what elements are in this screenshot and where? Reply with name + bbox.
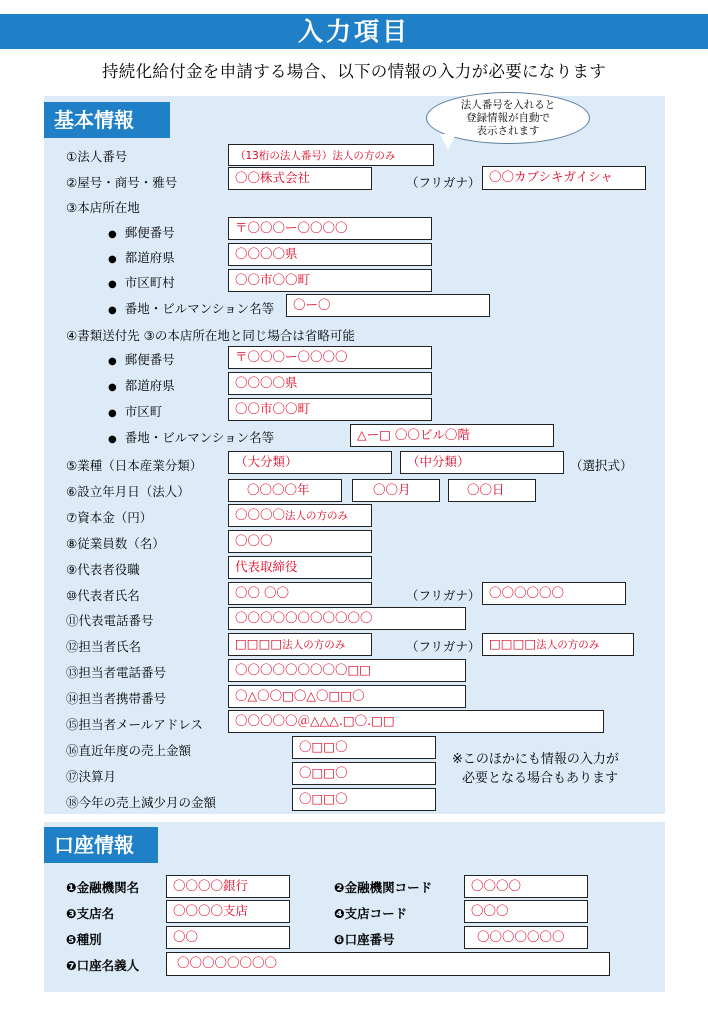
branch-code-field[interactable]: 〇〇〇 xyxy=(464,900,588,923)
page-subtitle: 持続化給付金を申請する場合、以下の情報の入力が必要になります xyxy=(102,62,606,81)
head-office-postal-field[interactable]: 〒〇〇〇ー〇〇〇〇 xyxy=(228,217,432,240)
head-office-prefecture-field[interactable]: 〇〇〇〇県 xyxy=(228,243,432,266)
contact-phone-label: ⑬担当者電話番号 xyxy=(66,665,167,680)
established-day-field[interactable]: 〇〇日 xyxy=(448,479,536,502)
branch-code-label: ❹支店コード xyxy=(334,906,408,921)
employees-field[interactable]: 〇〇〇 xyxy=(228,530,372,553)
contact-name-kana-label: （フリガナ） xyxy=(406,639,481,654)
last-sales-field[interactable]: 〇□□〇 xyxy=(292,736,436,759)
branch-name-field[interactable]: 〇〇〇〇支店 xyxy=(166,900,290,923)
decline-sales-label: ⑱今年の売上減少月の金額 xyxy=(66,795,217,810)
industry-major-select[interactable]: （大分類） xyxy=(228,451,392,474)
corp-number-label: ①法人番号 xyxy=(66,149,128,164)
contact-name-kana-field[interactable]: □□□□法人の方のみ xyxy=(482,633,634,656)
industry-label: ⑤業種（日本産業分類） xyxy=(66,458,203,473)
capital-label: ⑦資本金（円） xyxy=(66,510,153,525)
mailing-postal-field[interactable]: 〒〇〇〇ー〇〇〇〇 xyxy=(228,346,432,369)
head-office-street-label: ● 番地・ビルマンション名等 xyxy=(108,301,275,316)
mailing-city-field[interactable]: 〇〇市〇〇町 xyxy=(228,398,432,421)
info-note-line-2: 必要となる場合もあります xyxy=(462,771,619,786)
trade-name-kana-label: （フリガナ） xyxy=(406,175,481,190)
employees-label: ⑧従業員数（名） xyxy=(66,536,165,551)
basic-info-tab: 基本情報 xyxy=(44,102,170,138)
mailing-postal-label: ● 郵便番号 xyxy=(108,352,175,367)
branch-name-label: ❸支店名 xyxy=(66,906,115,921)
industry-note: （選択式） xyxy=(570,458,633,473)
account-holder-field[interactable]: 〇〇〇〇〇〇〇〇 xyxy=(166,952,610,976)
rep-title-label: ⑨代表者役職 xyxy=(66,562,140,577)
mailing-street-field[interactable]: △ー□ 〇〇ビル〇階 xyxy=(350,424,554,447)
established-year-field[interactable]: 〇〇〇〇年 xyxy=(228,479,342,502)
contact-mobile-field[interactable]: 〇△〇〇□〇△〇□□〇 xyxy=(228,685,466,708)
account-number-label: ❻口座番号 xyxy=(334,932,395,947)
bank-code-label: ❷金融機関コード xyxy=(334,880,433,895)
rep-name-kana-label: （フリガナ） xyxy=(406,588,481,603)
head-office-prefecture-label: ● 都道府県 xyxy=(108,250,175,265)
rep-name-label: ⑩代表者氏名 xyxy=(66,588,140,603)
decline-sales-field[interactable]: 〇□□〇 xyxy=(292,788,436,811)
rep-name-field[interactable]: 〇〇 〇〇 xyxy=(228,582,372,605)
contact-name-label: ⑫担当者氏名 xyxy=(66,639,142,654)
contact-name-field[interactable]: □□□□法人の方のみ xyxy=(228,633,372,656)
capital-field[interactable]: 〇〇〇〇法人の方のみ xyxy=(228,504,372,527)
established-label: ⑥設立年月日（法人） xyxy=(66,484,190,499)
bank-name-field[interactable]: 〇〇〇〇銀行 xyxy=(166,875,290,898)
callout-line-1: 法人番号を入れると xyxy=(460,98,556,111)
head-office-street-field[interactable]: 〇ー〇 xyxy=(286,294,490,317)
trade-name-label: ②屋号・商号・雅号 xyxy=(66,175,178,190)
fiscal-month-label: ⑰決算月 xyxy=(66,769,117,784)
contact-phone-field[interactable]: 〇〇〇〇〇〇〇〇〇□□ xyxy=(228,659,466,682)
rep-name-kana-field[interactable]: 〇〇〇〇〇〇 xyxy=(482,582,626,605)
established-month-field[interactable]: 〇〇月 xyxy=(352,479,440,502)
mailing-city-label: ● 市区町 xyxy=(108,404,163,419)
mailing-prefecture-field[interactable]: 〇〇〇〇県 xyxy=(228,372,432,395)
account-type-select[interactable]: 〇〇 xyxy=(166,926,290,949)
fiscal-month-field[interactable]: 〇□□〇 xyxy=(292,762,436,785)
contact-mobile-label: ⑭担当者携帯番号 xyxy=(66,691,167,706)
trade-name-field[interactable]: 〇〇株式会社 xyxy=(228,167,372,190)
account-type-label: ❺種別 xyxy=(66,932,102,947)
contact-email-label: ⑮担当者メールアドレス xyxy=(66,717,203,732)
mailing-street-label: ● 番地・ビルマンション名等 xyxy=(108,430,275,445)
bank-name-label: ❶金融機関名 xyxy=(66,880,140,895)
rep-phone-label: ⑪代表電話番号 xyxy=(66,613,154,628)
last-sales-label: ⑯直近年度の売上金額 xyxy=(66,743,192,758)
info-note xyxy=(452,750,672,788)
head-office-label: ③本店所在地 xyxy=(66,200,140,215)
rep-title-field[interactable]: 代表取締役 xyxy=(228,556,372,579)
head-office-city-field[interactable]: 〇〇市〇〇町 xyxy=(228,269,432,292)
info-note-line-1: ※このほかにも情報の入力が xyxy=(452,752,619,767)
account-info-tab: 口座情報 xyxy=(44,827,158,863)
callout-line-3: 表示されます xyxy=(476,124,540,137)
account-holder-label: ❼口座名義人 xyxy=(66,958,140,973)
head-office-postal-label: ● 郵便番号 xyxy=(108,225,175,240)
rep-phone-field[interactable]: 〇〇〇〇〇〇〇〇〇〇〇 xyxy=(228,607,466,630)
page-header: 入力項目 xyxy=(0,14,708,49)
callout-tail xyxy=(440,134,456,150)
callout-line-2: 登録情報が自動で xyxy=(466,111,550,124)
industry-middle-select[interactable]: （中分類） xyxy=(400,451,564,474)
account-number-field[interactable]: 〇〇〇〇〇〇〇 xyxy=(464,926,588,949)
head-office-city-label: ● 市区町村 xyxy=(108,275,175,290)
bank-code-field[interactable]: 〇〇〇〇 xyxy=(464,875,588,898)
mailing-prefecture-label: ● 都道府県 xyxy=(108,378,175,393)
mailing-label: ④書類送付先 ③の本店所在地と同じ場合は省略可能 xyxy=(66,328,355,343)
trade-name-kana-field[interactable]: 〇〇カブシキガイシャ xyxy=(482,166,646,190)
corp-number-field[interactable]: （13桁の法人番号）法人の方のみ xyxy=(228,144,434,166)
contact-email-field[interactable]: 〇〇〇〇〇＠△△△.□〇.□□ xyxy=(228,710,604,733)
